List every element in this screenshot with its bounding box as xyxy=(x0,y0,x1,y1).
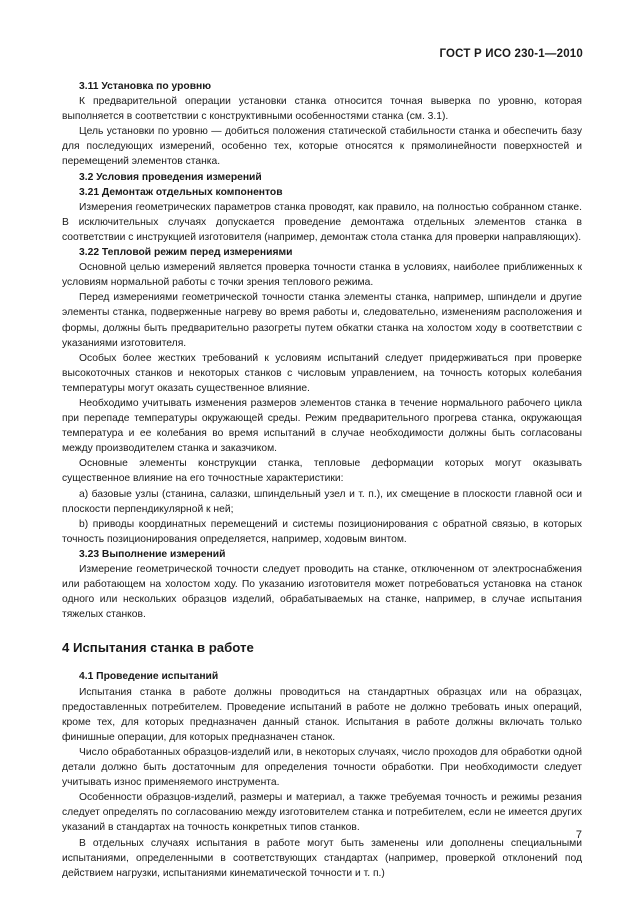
paragraph: В отдельных случаях испытания в работе могут быть заменены или дополнены специальными испытаниями, определенными в соответствующих стандартах (например, проверкой отклонений под действием нагрузки, испытаниями кинематической точности и т. п.) xyxy=(62,837,582,879)
paragraph: Цель установки по уровню — добиться положения статической стабильности станка и обеспечить базу для последующих измерений, особенно тех, которые относятся к прямолинейности поверхностей и перемещений элементов станка. xyxy=(62,126,582,168)
paragraph: Основной целью измерений является проверка точности станка в условиях, наиболее приближенных к условиям нормальной работы с точки зрения теплового режима. xyxy=(62,262,582,289)
paragraph: Необходимо учитывать изменения размеров элементов станка в течение нормального рабочего цикла при перепаде температуры окружающей среды. Режим предварительного прогрева станка, окружающая температура и ее колебания во время испытаний в случае необходимости должны быть согласованы между производителем станка и заказчиком. xyxy=(62,397,582,455)
list-item-a: а) базовые узлы (станина, салазки, шпиндельный узел и т. п.), их смещение в плоскости главной оси и плоскости перпендикулярной к ней; xyxy=(62,488,582,515)
paragraph: Особенности образцов-изделий, размеры и материал, а также требуемая точность и режимы резания следует определять по согласованию между изготовителем станка и потребителем, если не имеется других указаний в стандартах на точность конкретных типов станков. xyxy=(62,792,582,834)
section-heading-3-21: 3.21 Демонтаж отдельных компонентов xyxy=(79,186,283,198)
paragraph: Измерения геометрических параметров станка проводят, как правило, на полностью собранном станке. В исключительных случаях допускается проведение демонтажа отдельных элементов станка в соответствии с инструкцией изготовителя (например, демонтаж стола станка для проверки направляющих). xyxy=(62,201,582,243)
section-heading-3-11: 3.11 Установка по уровню xyxy=(79,81,212,92)
section-heading-3-2: 3.2 Условия проведения измерений xyxy=(79,171,262,183)
paragraph: К предварительной операции установки станка относится точная выверка по уровню, которая выполняется в соответствии с конструктивными особенностями станка (см. 3.1). xyxy=(62,96,582,123)
section-heading-4: 4 Испытания станка в работе xyxy=(62,640,254,656)
document-body xyxy=(62,79,582,881)
paragraph: Число обработанных образцов-изделий или, в некоторых случаях, число проходов для обработки одной детали должно быть достаточным для определения точности обработки. При необходимости следует учитывать износ применяемого инструмента. xyxy=(62,746,582,789)
paragraph: Основные элементы конструкции станка, тепловые деформации которых могут оказывать существенное влияние на его точностные характеристики: xyxy=(62,458,582,485)
paragraph: Испытания станка в работе должны проводиться на стандартных образцах или на образцах, предоставленных потребителем. Проведение испытаний в работе не должно требовать иных операций, кроме тех, для которых предназначен данный станок. Испытания в работе должны включать только финишные операции, для которых предназначен станок. xyxy=(62,686,582,743)
page-number: 7 xyxy=(575,829,582,841)
list-item-b: b) приводы координатных перемещений и системы позиционирования с обратной связью, в которых точность позиционирования определяется, например, ходовым винтом. xyxy=(62,518,582,545)
paragraph: Перед измерениями геометрической точности станка элементы станка, например, шпиндели и другие элементы станка, подверженные нагреву во время работы и, следовательно, изменениям расположения и формы, должны быть предварительно разогреты путем обкатки станка на холостом ходу в соответствии с указаниями изготовителя. xyxy=(62,292,582,349)
section-heading-3-22: 3.22 Тепловой режим перед измерениями xyxy=(79,247,293,259)
section-heading-3-23: 3.23 Выполнение измерений xyxy=(79,548,226,560)
paragraph: Особых более жестких требований к условиям испытаний следует придерживаться при проверке высокоточных станков и некоторых станков с числовым управлением, на точность которых колебания температуры могут оказать существенное влияние. xyxy=(62,352,582,394)
document-code-header: ГОСТ Р ИСО 230-1—2010 xyxy=(439,48,583,60)
paragraph: Измерение геометрической точности следует проводить на станке, отключенном от электроснабжения или работающем на холостом ходу. По указанию изготовителя может потребоваться установка на станок одного или нескольких образцов изделий, обрабатываемых на станке, например, в случае испытания тяжелых станков. xyxy=(62,564,582,621)
section-heading-4-1: 4.1 Проведение испытаний xyxy=(79,671,219,683)
